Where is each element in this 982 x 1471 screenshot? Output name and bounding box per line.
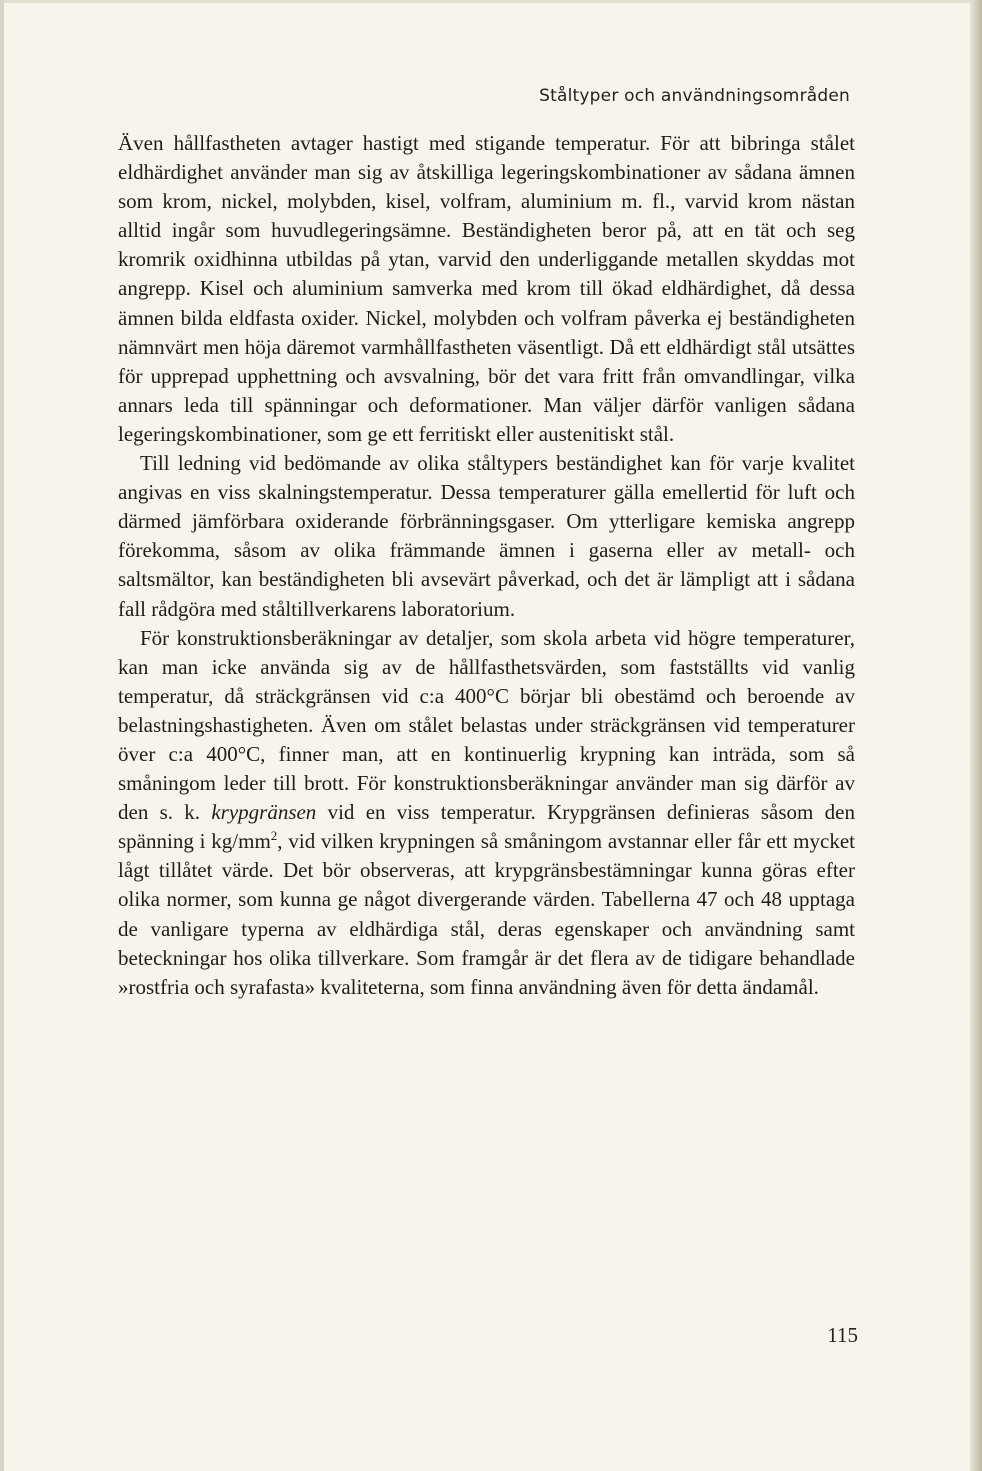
page-top-edge: [0, 0, 982, 3]
page-binding-edge: [970, 0, 982, 1471]
paragraph-3-text-c: , vid vilken krypningen så småningom avstannar eller får ett mycket lågt tillåtet värde. Det bör observeras, att krypgränsbestämningar kunna göras efter olika normer, som kunna ge något divergerande värden. Tabellerna 47 och 48 upptaga de vanligare typerna av eldhärdiga stål, deras egenskaper och användning samt beteckningar hos olika tillverkare. Som framgår är det flera av de tidigare behandlade »rostfria och syrafasta» kvaliteterna, som finna användning även för detta ändamål.: [118, 829, 855, 999]
paragraph-3: [118, 624, 855, 1002]
page-left-edge: [0, 0, 4, 1471]
paragraph-1: Även hållfastheten avtager hastigt med stigande temperatur. För att bibringa stålet eldhärdighet använder man sig av åtskilliga legeringskombinationer av sådana ämnen som krom, nickel, molybden, kisel, volfram, aluminium m. fl., varvid krom nästan alltid ingår som huvudlegeringsämne. Beständigheten beror på, att en tät och seg kromrik oxidhinna utbildas på ytan, varvid den underliggande metallen skyddas mot angrepp. Kisel och aluminium samverka med krom till ökad eldhärdighet, då dessa ämnen bilda eldfasta oxider. Nickel, molybden och volfram påverka ej beständigheten nämnvärt men höja däremot varmhållfastheten väsentligt. Då ett eldhärdigt stål utsättes för upprepad upphettning och avsvalning, bör det vara fritt från omvandlingar, vilka annars leda till spänningar och deformationer. Man väljer därför vanligen sådana legeringskombinationer, som ge ett ferritiskt eller austenitiskt stål.: [118, 131, 855, 446]
paragraph-3-text-b: vid en viss temperatur. Krypgränsen definieras såsom den spänning i kg/mm: [118, 800, 855, 854]
paragraph-2: Till ledning vid bedömande av olika ståltypers beständighet kan för varje kvalitet angivas en viss skalningstemperatur. Dessa temperaturer gälla emellertid för luft och därmed jämförbara oxiderande förbränningsgaser. Om ytterligare kemiska angrepp förekomma, såsom av olika främmande ämnen i gaserna eller av metall- och saltsmältor, kan beständigheten bli avsevärt påverkad, och det är lämpligt att i sådana fall rådgöra med ståltillverkarens laboratorium.: [118, 451, 855, 621]
superscript-2: 2: [270, 828, 278, 844]
paragraph-3-text-a: För konstruktionsberäkningar av detaljer, som skola arbeta vid högre temperaturer, kan man icke använda sig av de hållfasthetsvärden, som fastställts vid vanlig temperatur, då sträckgränsen vid c:a 400°C börjar bli obestämd och beroende av belastningshastigheten. Även om stålet belastas under sträckgränsen vid temperaturer över c:a 400°C, finner man, att en kontinuerlig krypning kan inträda, som så småningom leder till brott. För konstruktionsberäkningar använder man sig därför av den s. k.: [118, 625, 855, 825]
page-number: 115: [827, 1323, 858, 1347]
emphasis-krypgransen: krypgränsen: [211, 800, 317, 825]
running-header: Ståltyper och användningsområden: [539, 86, 850, 106]
body-text: [118, 129, 855, 1002]
